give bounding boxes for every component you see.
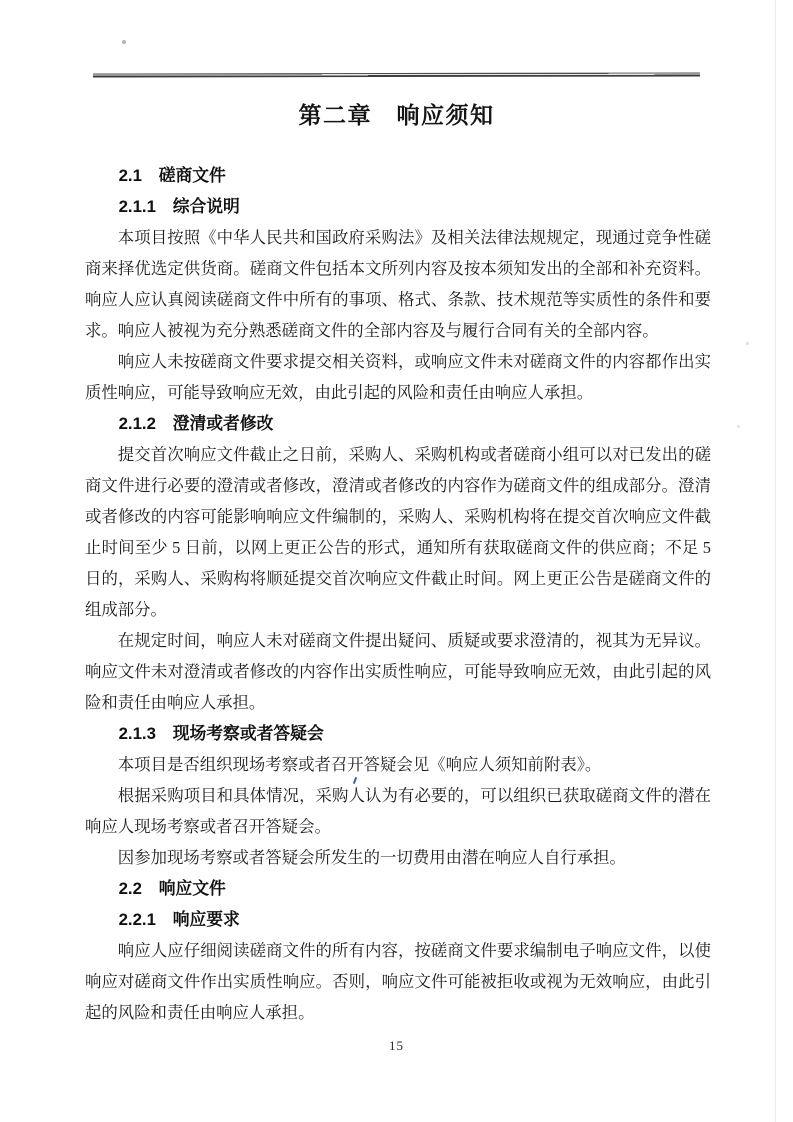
paragraph: 在规定时间，响应人未对磋商文件提出疑问、质疑或要求澄清的，视其为无异议。响应文件未对澄清或者修改的内容作出实质性响应，可能导致响应无效，由此引起的风险和责任由响应人承担。	[85, 631, 711, 712]
section-heading-2-1-2: 2.1.2 澄清或者修改	[118, 414, 274, 433]
scan-edge-artifact	[775, 0, 776, 1122]
paragraph: 根据采购项目和具体情况，采购人认为有必要的，可以组织已获取磋商文件的潜在响应人现场考察或者召开答疑会。	[85, 786, 711, 836]
header-rule	[93, 72, 700, 77]
scan-speck	[746, 342, 749, 345]
section-heading-2-1-1: 2.1.1 综合说明	[118, 197, 240, 216]
paragraph: 本项目是否组织现场考察或者召开答疑会见《响应人须知前附表》。	[117, 755, 602, 774]
scan-speck	[737, 425, 740, 428]
paragraph: 本项目按照《中华人民共和国政府采购法》及相关法律法规规定，现通过竞争性磋商来择优选定供货商。磋商文件包括本文所列内容及按本须知发出的全部和补充资料。响应人应认真阅读磋商文件中所有的事项、格式、条款、技术规范等实质性的条件和要求。响应人被视为充分熟悉磋商文件的全部内容及与履行合同有关的全部内容。	[85, 228, 711, 340]
scan-speck	[122, 40, 126, 44]
section-heading-2-2-1: 2.2.1 响应要求	[118, 910, 240, 929]
chapter-title: 第二章 响应须知	[298, 102, 495, 128]
paragraph: 响应人未按磋商文件要求提交相关资料，或响应文件未对磋商文件的内容都作出实质性响应，可能导致响应无效，由此引起的风险和责任由响应人承担。	[85, 352, 711, 402]
paragraph: 提交首次响应文件截止之日前，采购人、采购机构或者磋商小组可以对已发出的磋商文件进行必要的澄清或者修改，澄清或者修改的内容作为磋商文件的组成部分。澄清或者修改的内容可能影响响应文件编制的，采购人、采购机构将在提交首次响应文件截止时间至少 5 日前，以网上更正公告的形式，通知所有获取磋商文件的供应商；不足 5 日的，采购人、采购构将顺延提交首次响应文件截止时间。网上更正公告是磋商文件的组成部分。	[85, 445, 711, 619]
section-heading-2-2: 2.2 响应文件	[118, 879, 226, 898]
paragraph: 因参加现场考察或者答疑会所发生的一切费用由潜在响应人自行承担。	[117, 848, 626, 867]
section-heading-2-1-3: 2.1.3 现场考察或者答疑会	[118, 724, 324, 743]
page-number: 15	[389, 1038, 404, 1053]
paragraph: 响应人应仔细阅读磋商文件的所有内容，按磋商文件要求编制电子响应文件，以使响应对磋商文件作出实质性响应。否则，响应文件可能被拒收或视为无效响应，由此引起的风险和责任由响应人承担。	[85, 941, 711, 1022]
document-body	[85, 160, 711, 1028]
section-heading-2-1: 2.1 磋商文件	[118, 166, 226, 185]
